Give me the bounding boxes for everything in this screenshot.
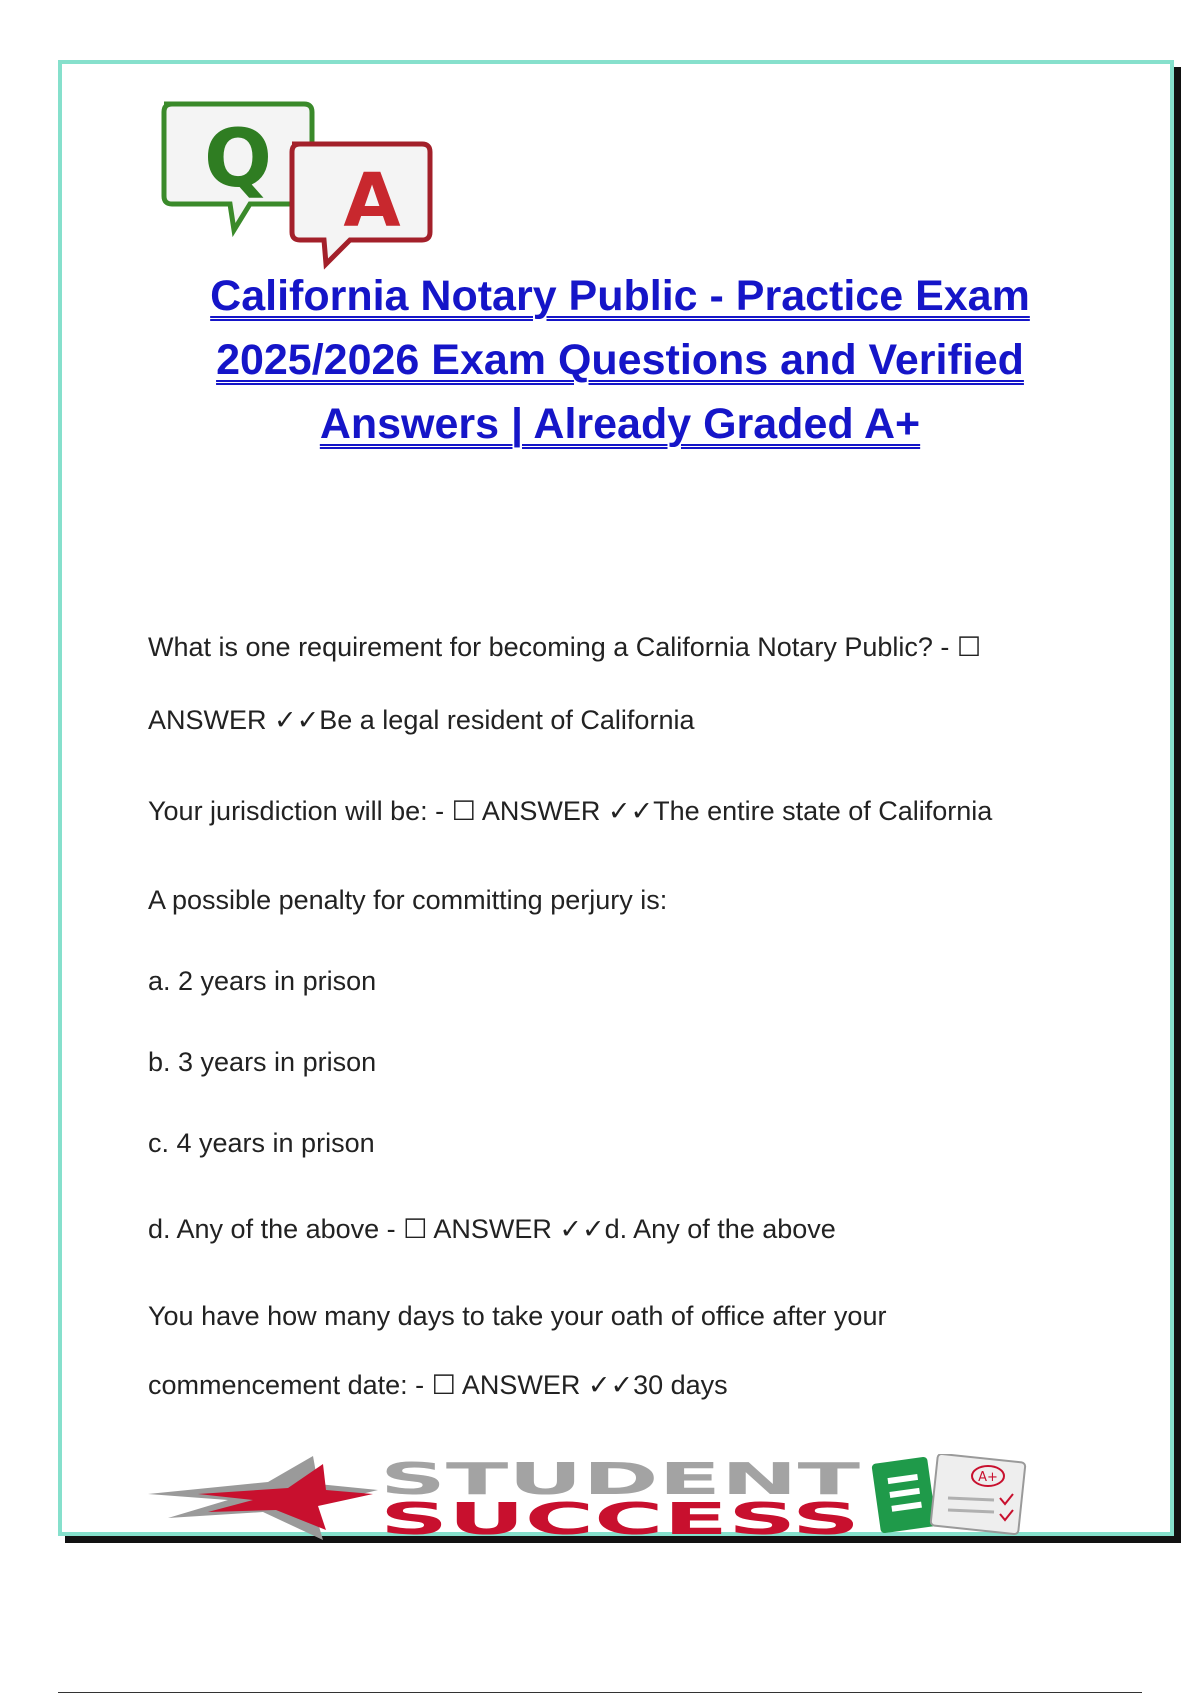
logo-q-letter: Q [203, 112, 273, 205]
logo-a-letter: A [343, 158, 401, 244]
grade-badge: A+ [978, 1470, 998, 1485]
footer-word-success: SUCCESS [380, 1494, 860, 1540]
question-3-option-b: b. 3 years in prison [148, 1047, 377, 1077]
question-4-line-2: commencement date: - ☐ ANSWER ✓✓30 days [148, 1370, 728, 1400]
star-swoosh-icon [148, 1456, 378, 1540]
graded-paper-icon [930, 1454, 1025, 1534]
question-3-option-c: c. 4 years in prison [148, 1128, 375, 1158]
question-1-line-1: What is one requirement for becoming a California Notary Public? - ☐ [148, 632, 982, 662]
document-title[interactable] [122, 264, 1118, 456]
question-3-option-d: d. Any of the above - ☐ ANSWER ✓✓d. Any of the above [148, 1214, 836, 1244]
question-2: Your jurisdiction will be: - ☐ ANSWER ✓✓The entire state of California [148, 796, 993, 826]
spreadsheet-document-icon [871, 1456, 936, 1533]
question-3-option-a: a. 2 years in prison [148, 966, 377, 996]
title-line-2[interactable]: 2025/2026 Exam Questions and Verified [216, 336, 1024, 384]
question-1-line-2: ANSWER ✓✓Be a legal resident of California [148, 705, 695, 735]
title-line-1[interactable]: California Notary Public - Practice Exam [210, 272, 1030, 320]
bottom-divider [58, 1692, 1142, 1693]
title-line-3[interactable]: Answers | Already Graded A+ [319, 400, 921, 448]
student-success-logo [148, 1454, 1088, 1540]
document-page [58, 60, 1174, 1540]
question-3-stem: A possible penalty for committing perjury is: [148, 885, 668, 915]
footer-word-student: STUDENT [380, 1454, 860, 1505]
question-4-line-1: You have how many days to take your oath of office after your [148, 1301, 887, 1331]
qa-speech-bubbles-icon [154, 94, 454, 274]
